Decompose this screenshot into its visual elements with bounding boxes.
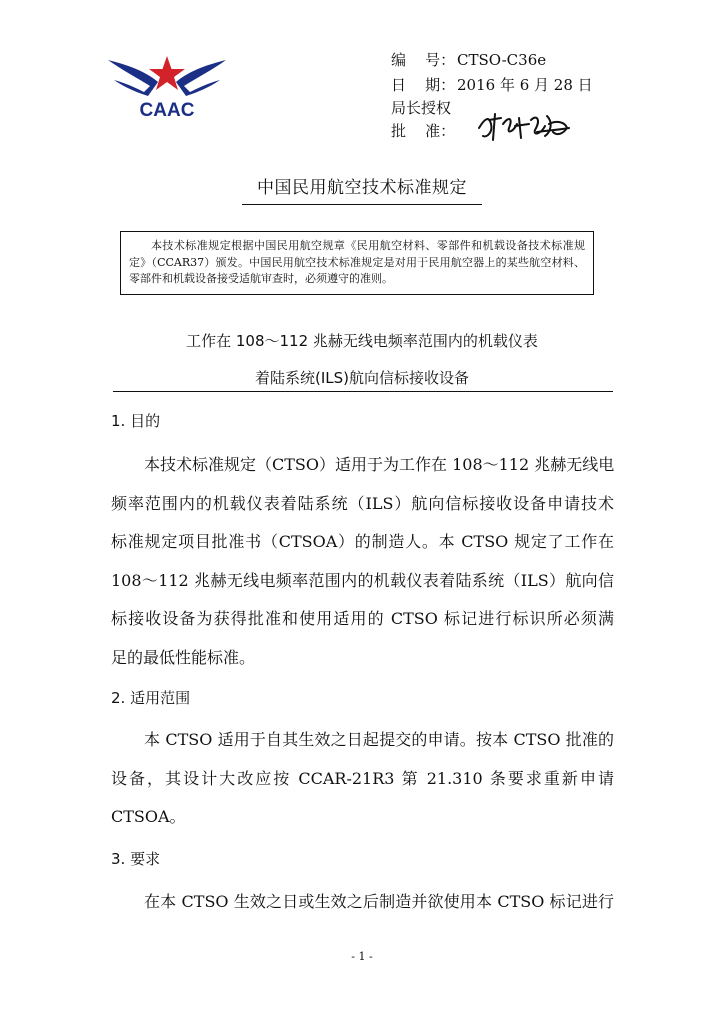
number-value: CTSO-C36e [457,51,547,69]
standard-title-rule [113,391,613,392]
number-row [391,49,546,71]
section-body-requirements [111,883,614,922]
text-line: 在本 CTSO 生效之日或生效之后制造并欲使用本 CTSO 标记进行 [144,892,614,911]
number-label: 编 号： [391,51,456,69]
approve-label: 批 准： [391,122,456,140]
date-value: 2016 年 6 月 28 日 [457,76,593,94]
text-line: 设备，其设计大改应按 CCAR-21R3 第 21.310 条要求重新申请 [111,768,614,788]
notice-box: 本技术标准规定根据中国民用航空规章《民用航空材料、零部件和机载设备技术标准规定》（CCAR37）颁发。中国民用航空技术标准规定是对用于民用航空器上的某些航空材料、零部件和机载设备接受适航审查时，必须遵守的准则。 [120,231,594,295]
left-wing-icon [108,60,158,96]
title-underline [242,204,482,205]
text-line: 本技术标准规定（CTSO）适用于为工作在 108～112 兆赫无线电 [144,455,615,474]
section-body-scope [111,721,614,837]
approve-row [391,120,457,142]
text-line: 标准规定项目批准书（CTSOA）的制造人。本 CTSO 规定了工作在 [111,532,614,552]
section-heading-requirements: 3. 要求 [111,850,161,868]
section-heading-scope: 2. 适用范围 [111,689,191,707]
standard-title-line2: 着陆系统(ILS)航向信标接收设备 [254,369,469,387]
text-line: CTSOA。 [111,807,186,827]
text-line: 足的最低性能标准。 [111,647,256,667]
page-number: - 1 - [351,950,373,963]
document-title: 中国民用航空技术标准规定 [257,178,467,198]
caac-logo [108,52,226,124]
section-heading-purpose: 1. 目的 [111,412,161,430]
text-line: 频率范围内的机载仪表着陆系统（ILS）航向信标接收设备申请技术 [111,493,614,513]
date-label: 日 期： [391,76,456,94]
text-line: 108～112 兆赫无线电频率范围内的机载仪表着陆系统（ILS）航向信 [111,570,614,590]
text-line: 标接收设备为获得批准和使用适用的 CTSO 标记进行标识所必须满 [111,609,614,629]
date-row [391,74,593,96]
text-line: 本 CTSO 适用于自其生效之日起提交的申请。按本 CTSO 批准的 [144,730,614,749]
authorized-label: 局长授权 [391,99,452,117]
right-wing-icon [176,60,226,96]
section-body-purpose [111,446,614,678]
authorized-row [391,97,451,119]
signature-image [475,110,571,142]
standard-title-line1: 工作在 108～112 兆赫无线电频率范围内的机载仪表 [186,332,538,350]
logo-text: CAAC [139,100,195,121]
